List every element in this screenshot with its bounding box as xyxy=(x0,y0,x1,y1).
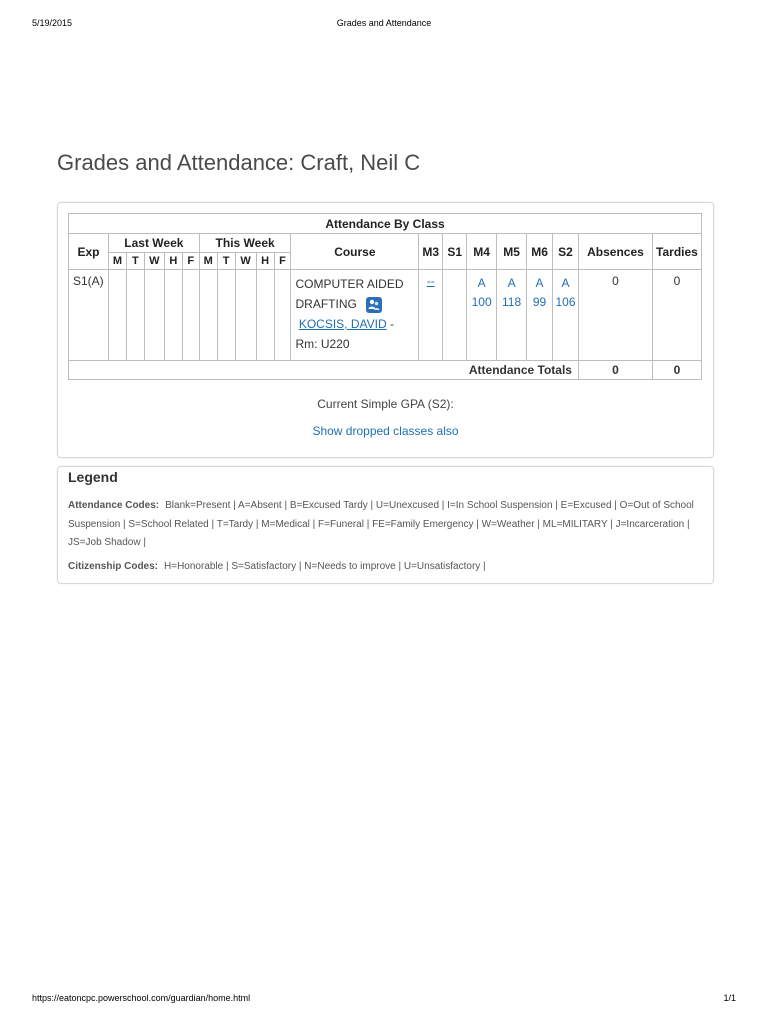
teacher-contact-icon[interactable] xyxy=(366,297,382,313)
show-dropped-classes-link[interactable]: Show dropped classes also xyxy=(312,424,459,438)
citizenship-codes-label: Citizenship Codes: xyxy=(68,561,159,572)
absences-cell[interactable] xyxy=(578,270,652,361)
day-cell xyxy=(235,270,256,361)
day-header: W xyxy=(144,253,164,270)
grade-m5[interactable] xyxy=(497,270,527,361)
exp-cell: S1(A) xyxy=(69,270,109,361)
room-text: - Rm: U220 xyxy=(295,317,394,351)
print-header xyxy=(32,18,736,32)
attendance-codes-text: Blank=Present | A=Absent | B=Excused Tardy | U=Unexcused | I=In School Suspension | E=Excused | O=Out of School Suspension | S=School Related | T=Tardy | M=Medical | F=Funeral | FE=Family Emergency | W=Weather | ML=MILITARY | J=Incarceration | JS=Job Shadow | xyxy=(68,500,694,548)
grade-m6[interactable] xyxy=(527,270,553,361)
day-header: M xyxy=(199,253,217,270)
day-cell xyxy=(126,270,144,361)
grade-m4[interactable] xyxy=(467,270,497,361)
header-this-week: This Week xyxy=(199,234,291,253)
day-cell xyxy=(256,270,274,361)
day-cell xyxy=(217,270,235,361)
grade-letter[interactable]: A xyxy=(535,276,544,290)
grade-score[interactable]: 118 xyxy=(502,295,522,309)
teacher-link[interactable]: KOCSIS, DAVID xyxy=(298,317,387,331)
header-s2: S2 xyxy=(553,234,579,270)
legend-box xyxy=(57,466,714,584)
gpa-text: Current Simple GPA (S2): xyxy=(317,397,454,411)
header-m5: M5 xyxy=(497,234,527,270)
totals-row xyxy=(69,361,702,380)
attendance-box xyxy=(57,202,714,458)
tardies-cell[interactable] xyxy=(652,270,701,361)
day-cell xyxy=(199,270,217,361)
day-header: W xyxy=(235,253,256,270)
header-last-week: Last Week xyxy=(108,234,199,253)
grade-score[interactable]: 99 xyxy=(532,295,547,309)
citizenship-codes-text: H=Honorable | S=Satisfactory | N=Needs to improve | U=Unsatisfactory | xyxy=(164,561,486,572)
day-cell xyxy=(274,270,291,361)
print-date: 5/19/2015 xyxy=(32,18,73,28)
print-footer xyxy=(32,993,736,1007)
grade-m3 xyxy=(419,270,443,361)
print-url: https://eatoncpc.powerschool.com/guardian/home.html xyxy=(32,993,251,1003)
day-header: M xyxy=(108,253,126,270)
course-cell xyxy=(291,270,419,361)
print-title: Grades and Attendance xyxy=(336,18,432,28)
header-m6: M6 xyxy=(527,234,553,270)
day-header: F xyxy=(274,253,291,270)
grade-letter[interactable]: A xyxy=(477,276,486,290)
page-title: Grades and Attendance: Craft, Neil C xyxy=(57,150,421,175)
grade-s2[interactable] xyxy=(553,270,579,361)
grade-m3-link[interactable]: -- xyxy=(426,274,435,288)
day-cell xyxy=(182,270,199,361)
table-caption: Attendance By Class xyxy=(69,214,702,234)
totals-label: Attendance Totals xyxy=(69,361,579,380)
header-absences: Absences xyxy=(578,234,652,270)
tardies-count[interactable]: 0 xyxy=(673,274,681,288)
grade-score[interactable]: 106 xyxy=(555,295,576,309)
day-header: F xyxy=(182,253,199,270)
header-exp: Exp xyxy=(69,234,109,270)
day-header: T xyxy=(126,253,144,270)
day-header: H xyxy=(256,253,274,270)
day-header: H xyxy=(164,253,182,270)
grade-score[interactable]: 100 xyxy=(471,295,492,309)
totals-absences: 0 xyxy=(578,361,652,380)
grade-letter[interactable]: A xyxy=(561,276,570,290)
attendance-codes xyxy=(68,497,703,553)
header-tardies: Tardies xyxy=(652,234,701,270)
grade-s1 xyxy=(443,270,467,361)
table-row xyxy=(69,270,702,361)
day-header: T xyxy=(217,253,235,270)
day-cell xyxy=(144,270,164,361)
course-name: COMPUTER AIDED DRAFTING xyxy=(295,277,404,311)
print-page-count: 1/1 xyxy=(723,993,736,1003)
legend-title: Legend xyxy=(68,469,118,485)
header-m3: M3 xyxy=(419,234,443,270)
header-s1: S1 xyxy=(443,234,467,270)
citizenship-codes xyxy=(68,558,703,577)
totals-tardies: 0 xyxy=(652,361,701,380)
attendance-codes-label: Attendance Codes: xyxy=(68,500,160,511)
absences-count[interactable]: 0 xyxy=(612,274,619,288)
attendance-table xyxy=(68,213,702,380)
header-course: Course xyxy=(291,234,419,270)
day-cell xyxy=(164,270,182,361)
header-m4: M4 xyxy=(467,234,497,270)
grade-letter[interactable]: A xyxy=(507,276,516,290)
day-cell xyxy=(108,270,126,361)
